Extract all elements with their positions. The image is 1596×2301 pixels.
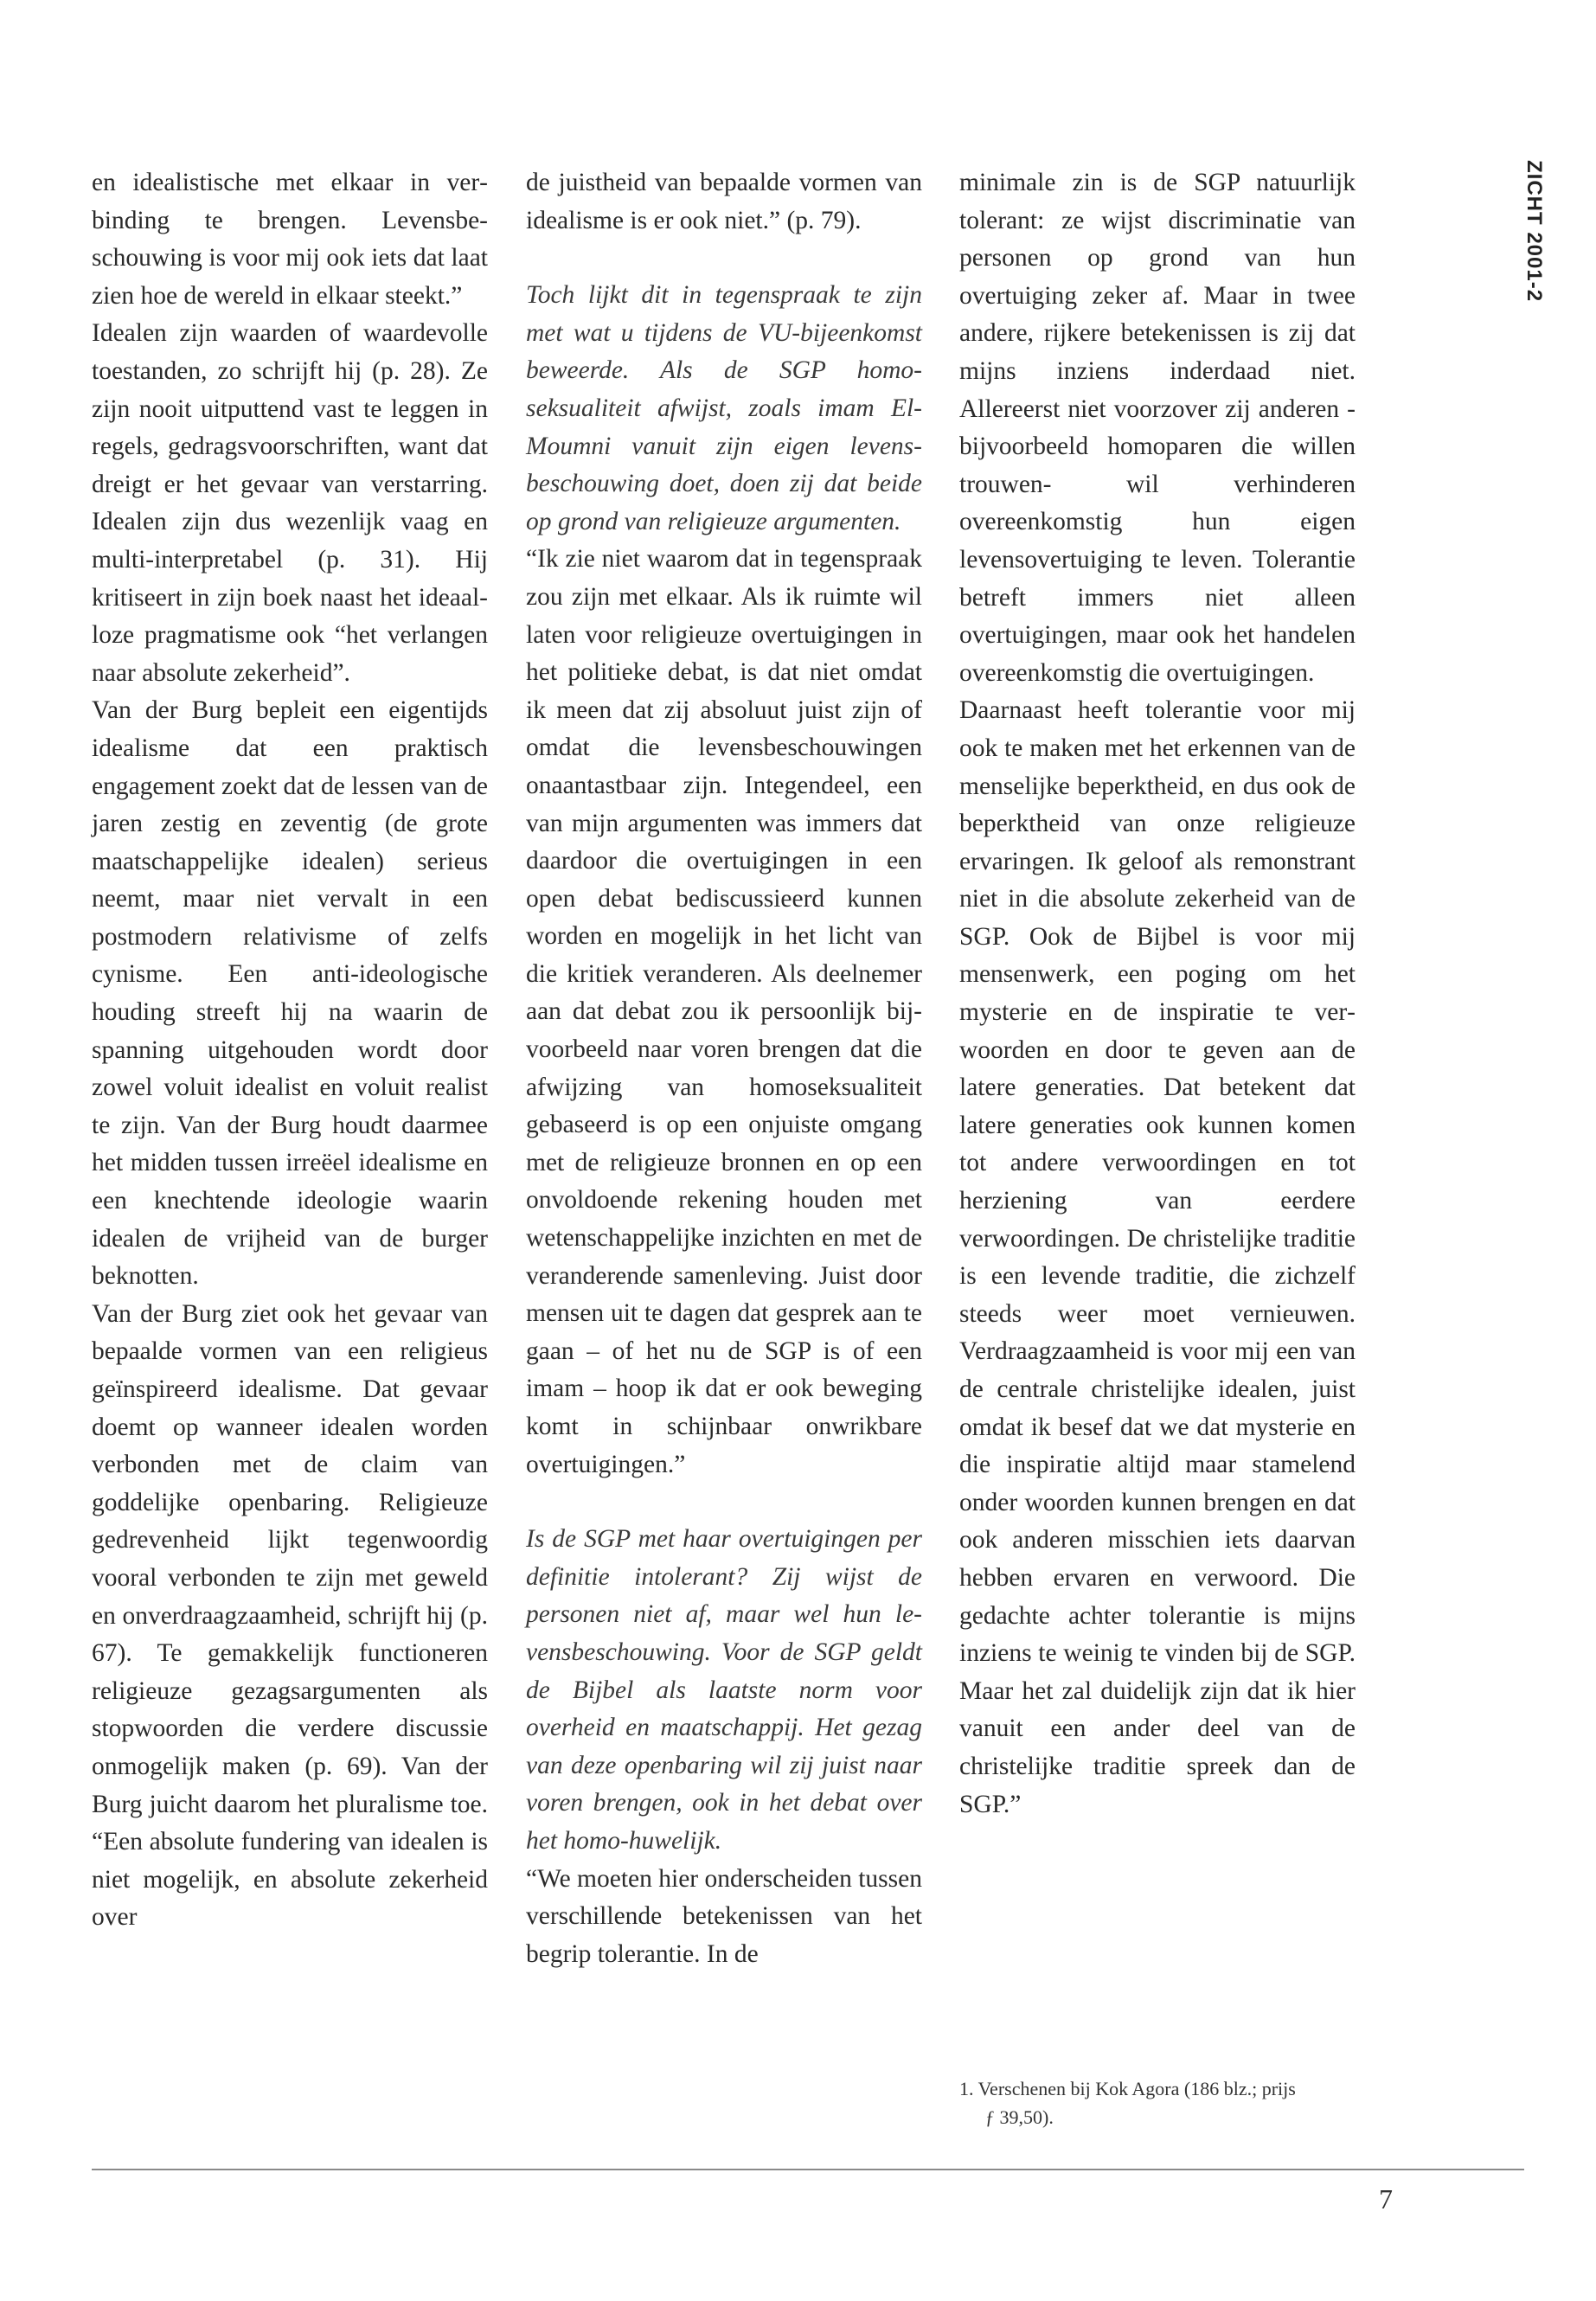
interview-answer: “Ik zie niet waarom dat in tegenspraak zou zijn met elkaar. Als ik ruimte wil laten voor religieuze overtuigingen in het politieke debat, is dat niet omdat ik meen dat zij absoluut juist zijn of omdat die levensbeschouwingen onaantastbaar zijn. Integendeel, een van mijn argumenten was immers dat daardoor die overtuigingen in een open debat bediscussieerd kunnen worden en mogelijk in het licht van die kritiek veranderen. Als deelnemer aan dat debat zou ik persoonlijk bijvoorbeeld naar voren brengen dat die afwijzing van homoseksualiteit gebaseerd is op een onjuiste omgang met de religieuze bronnen en op een onvoldoende rekening houden met wetenschappelijke inzichten en met de veranderende samenleving. Juist door mensen uit te dagen dat gesprek aan te gaan – of het nu de SGP is of een imam – hoop ik dat er ook beweging komt in schijnbaar onwrikbare overtuigingen.” (526, 545, 922, 1478)
interview-answer: “We moeten hier onderscheiden tussen verschillende betekenissen van het begrip tolerantie. In de (526, 1864, 922, 1968)
running-head-text: ZICHT 2001-2 (1522, 160, 1546, 303)
paragraph: Van der Burg ziet ook het gevaar van bepaalde vormen van een religieus geïnspireerd idealisme. Dat gevaar doemt op wanneer idealen worden verbonden met de claim van goddelijke openbaring. Religieuze gedrevenheid lijkt tegenwoordig vooral verbonden te zijn met geweld en onverdraagzaamheid, schrijft hij (p. 67). Te gemakkelijk functioneren religieuze gezagsargumenten als stopwoorden die verdere discussie onmogelijk maken (p. 69). Van der Burg juicht daarom het pluralisme toe. “Een absolute fundering van idealen is niet mogelijk, en absolute zekerheid over (92, 1299, 488, 1932)
footnote-line: ƒ 39,50). (985, 2106, 1054, 2128)
paragraph: minimale zin is de SGP natuurlijk tolerant: ze wijst discriminatie van personen op grond van hun overtuiging zeker af. Maar in twee andere, rijkere betekenissen is zij dat mijns inziens inderdaad niet. Allereerst niet voorzover zij anderen -bijvoorbeeld homoparen die willen trouwen- wil verhinderen overeenkomstig hun eigen levensovertuiging te leven. Tolerantie betreft immers niet alleen overtuigingen, maar ook het handelen overeenkomstig die overtuigingen. (959, 169, 1356, 687)
interview-question: Is de SGP met haar overtuigingen per definitie intolerant? Zij wijst de personen niet af, maar wel hun levensbeschouwing. Voor de SGP geldt de Bijbel als laatste norm voor overheid en maatschappij. Het gezag van deze openbaring wil zij juist naar voren brengen, ook in het debat over het homo-huwelijk. (526, 1525, 922, 1855)
paragraph: de juistheid van bepaalde vormen van idealisme is er ook niet.” (p. 79). (526, 169, 922, 234)
column-middle (526, 164, 922, 1973)
running-head (1514, 160, 1554, 324)
paragraph: en idealistische met elkaar in verbinding te brengen. Levensbeschouwing is voor mij ook iets dat laat zien hoe de wereld in elkaar steekt.” (92, 169, 488, 310)
column-left (92, 164, 488, 1937)
footnote-line: 1. Verschenen bij Kok Agora (186 blz.; prijs (959, 2078, 1296, 2099)
page-number: 7 (1379, 2183, 1393, 2214)
footnote (959, 2074, 1356, 2131)
interview-question: Toch lijkt dit in tegenspraak te zijn met wat u tijdens de VU-bijeenkomst beweerde. Als de SGP homoseksualiteit afwijst, zoals imam El-Moumni vanuit zijn eigen levensbeschouwing doet, doen zij dat beide op grond van religieuze argumenten. (526, 281, 922, 535)
paragraph: Idealen zijn waarden of waardevolle toestanden, zo schrijft hij (p. 28). Ze zijn nooit uitputtend vast te leggen in regels, gedragsvoorschriften, want dat dreigt er het gevaar van verstarring. Idealen zijn dus wezenlijk vaag en multi-interpretabel (p. 31). Hij kritiseert in zijn boek naast het ideaal-loze pragmatisme ook “het verlangen naar absolute zekerheid”. (92, 319, 488, 687)
paragraph: Van der Burg bepleit een eigentijds idealisme dat een praktisch engagement zoekt dat de lessen van de jaren zestig en zeventig (de grote maatschappelijke idealen) serieus neemt, maar niet vervalt in een postmodern relativisme of zelfs cynisme. Een anti-ideologische houding streeft hij na waarin de spanning uitgehouden wordt door zowel voluit idealist en voluit realist te zijn. Van der Burg houdt daarmee het midden tussen irreëel idealisme en een knechtende ideologie waarin idealen de vrijheid van de burger beknotten. (92, 696, 488, 1291)
column-right (959, 164, 1356, 1823)
paragraph: Daarnaast heeft tolerantie voor mij ook te maken met het erkennen van de menselijke beperktheid, en dus ook de beperktheid van onze religieuze ervaringen. Ik geloof als remonstrant niet in die absolute zekerheid van de SGP. Ook de Bijbel is voor mij mensenwerk, een poging om het mysterie en de inspiratie te verwoorden en door te geven aan de latere generaties. Dat betekent dat latere generaties ook kunnen komen tot andere verwoordingen en tot herziening van eerdere verwoordingen. De christelijke traditie is een levende traditie, die zichzelf steeds weer moet vernieuwen. Verdraagzaamheid is voor mij een van de centrale christelijke idealen, juist omdat ik besef dat we dat mysterie en die inspiratie altijd maar stamelend onder woorden kunnen brengen en dat ook anderen misschien iets daarvan hebben ervaren en verwoord. Die gedachte achter tolerantie is mijns inziens te weinig te vinden bij de SGP. Maar het zal duidelijk zijn dat ik hier vanuit een ander deel van de christelijke traditie spreek dan de SGP.” (959, 696, 1356, 1818)
footer-rule (92, 2169, 1524, 2170)
